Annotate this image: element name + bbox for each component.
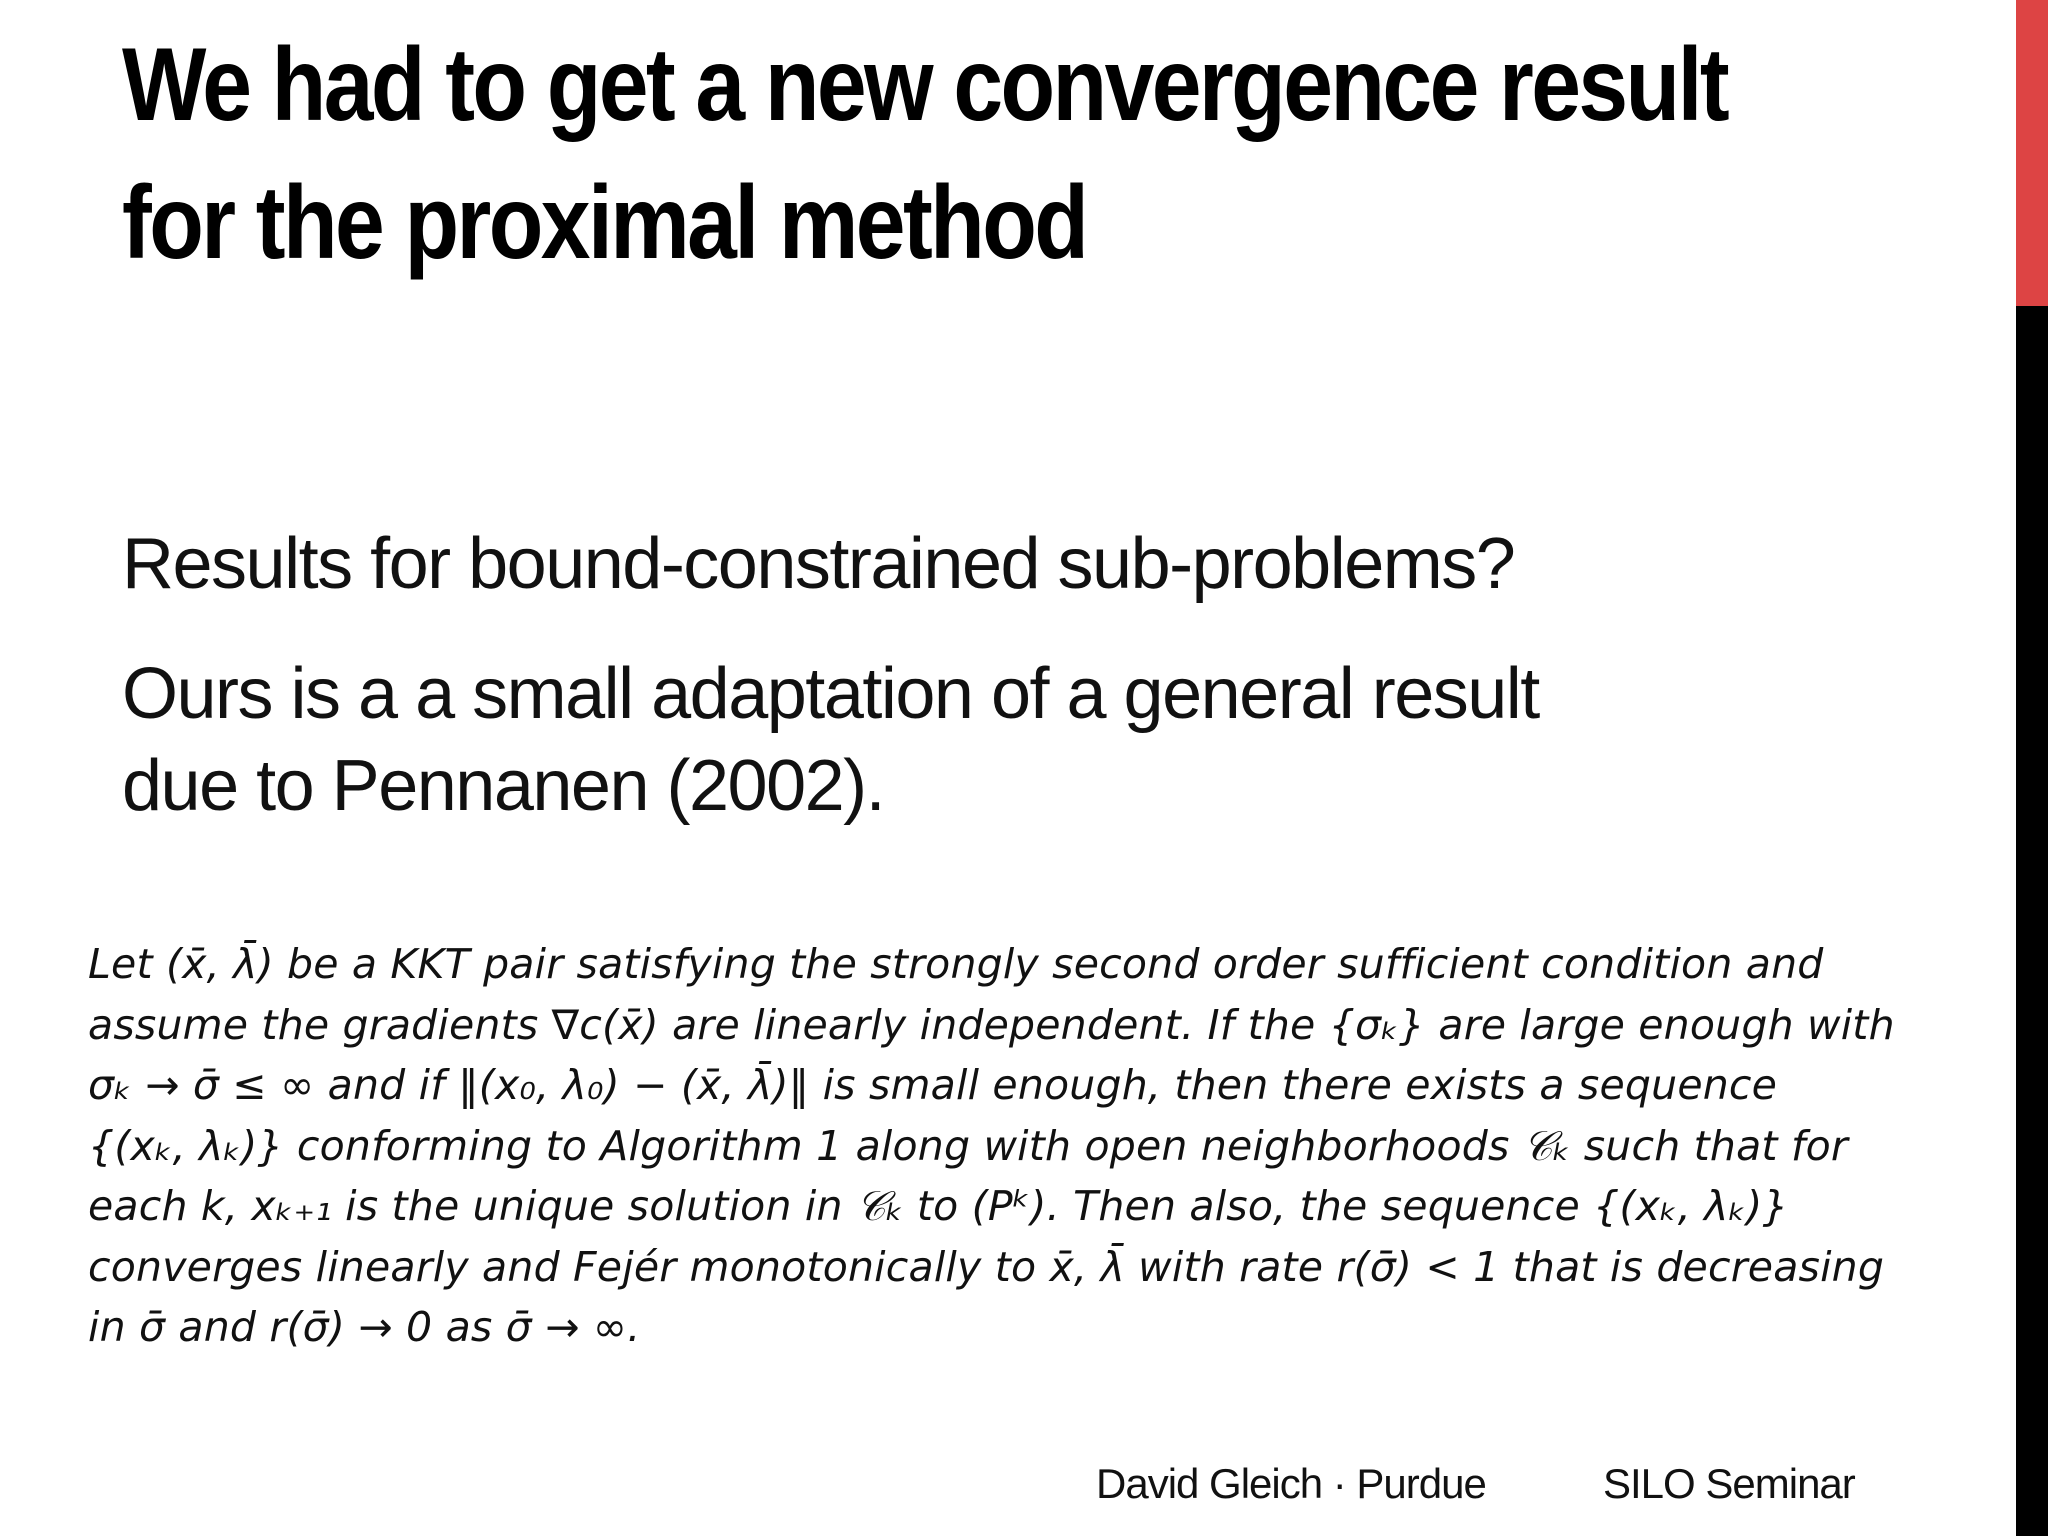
theorem-line: converges linearly and Fejér monotonically to x̄, λ̄ with rate r(σ̄) < 1 that is decreasing [88,1242,1885,1291]
accent-bar-red [2016,0,2048,306]
slide-title [122,16,1728,292]
theorem-line: each k, xₖ₊₁ is the unique solution in 𝒞ₖ to (Pᵏ). Then also, the sequence {(xₖ, λₖ)} [88,1182,1789,1230]
bullet-line: Results for bound-constrained sub-problems? [122,524,1515,604]
bullet-adaptation [122,648,1539,832]
theorem-line: {(xₖ, λₖ)} conforming to Algorithm 1 along with open neighborhoods 𝒞ₖ such that for [88,1121,1848,1170]
theorem-line: σₖ → σ̄ ≤ ∞ and if ‖(x₀, λ₀) − (x̄, λ̄)‖ is small enough, then there exists a sequence [88,1061,1778,1109]
theorem-line: Let (x̄, λ̄) be a KKT pair satisfying the strongly second order sufficient condition and [88,940,1824,988]
slide-title-line: We had to get a new convergence result [122,27,1728,143]
bullet-line: Ours is a a small adaptation of a general result [122,654,1539,734]
footer-author: David Gleich · Purdue [1096,1460,1486,1507]
theorem-line: assume the gradients ∇c(x̄) are linearly independent. If the {σₖ} are large enough with [88,1000,1895,1049]
footer-venue: SILO Seminar [1603,1460,1855,1507]
slide-title-line: for the proximal method [122,165,1087,281]
theorem-statement [88,934,1988,1358]
accent-bar-black [2016,306,2048,1536]
bullet-bound-constrained [122,518,1514,610]
theorem-line: in σ̄ and r(σ̄) → 0 as σ̄ → ∞. [88,1303,641,1351]
bullet-line: due to Pennanen (2002). [122,746,885,826]
